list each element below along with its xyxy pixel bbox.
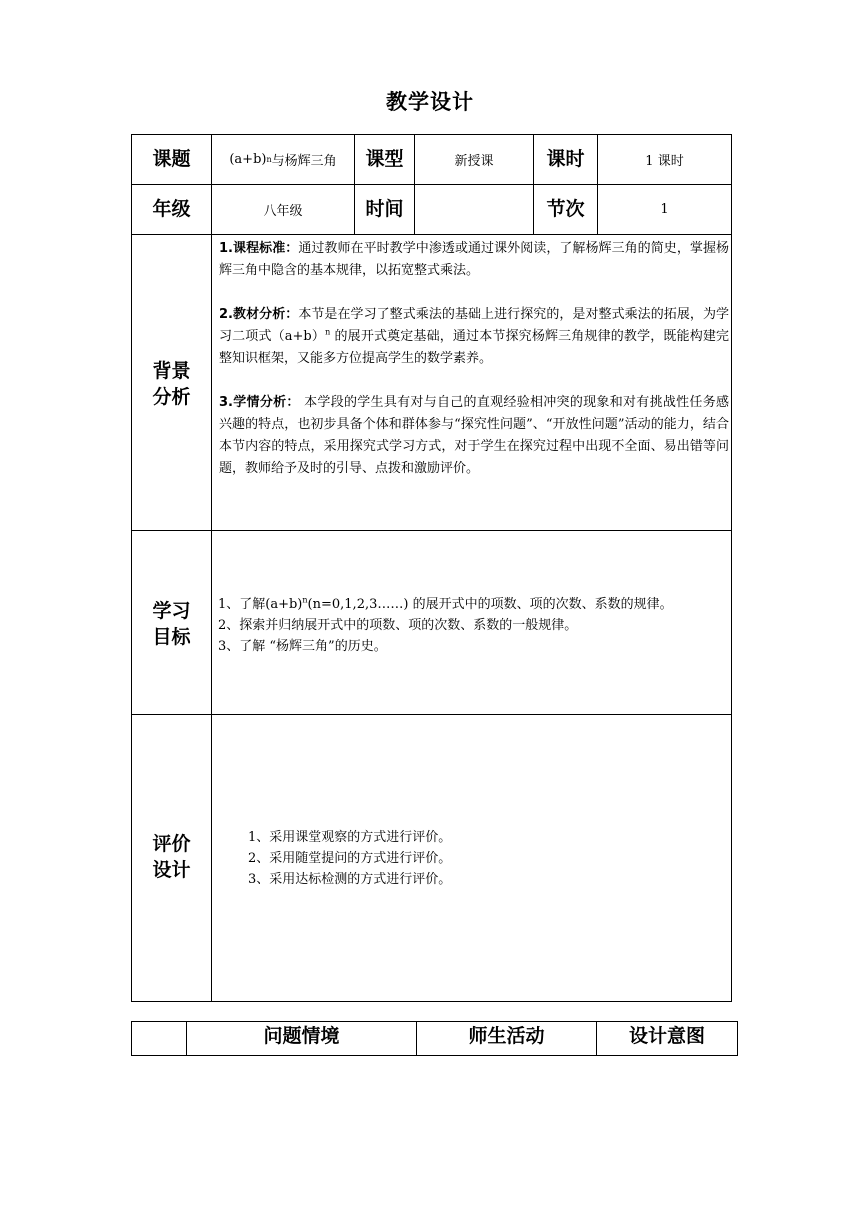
- learner-analysis-text: 本学段的学生具有对与自己的直观经验相冲突的现象和对有挑战性任务感兴趣的特点，也初步具备个体和群体参与“探究性问题”、“开放性问题”活动的能力，结合本节内容的特点，采用探究式学习方式，对于学生在探究过程中出现不全面、易出错等问题，教师给予及时的引导、点拨和激励评价。: [219, 395, 729, 476]
- curriculum-standard-paragraph: [219, 238, 729, 282]
- objectives-label-line-1: 学习: [152, 599, 191, 622]
- topic-value: (a+b) n 与杨辉三角: [229, 152, 337, 169]
- textbook-analysis-heading: 2.教材分析：: [219, 307, 299, 322]
- textbook-analysis-text-2: 的展开式奠定基础，通过本节探究杨辉三角规律的教学，既能构建完整知识框架，又能多方位提高学生的数学素养。: [219, 329, 730, 366]
- evaluation-item: 2、采用随堂提问的方式进行评价。: [248, 851, 452, 866]
- problem-context-header: 问题情境: [263, 1024, 340, 1047]
- learner-analysis-paragraph: [219, 392, 729, 480]
- class-hours-label: 课时: [546, 147, 585, 170]
- time-value: [415, 185, 533, 234]
- background-label-line-2: 分析: [152, 385, 191, 408]
- document-title: 教学设计: [386, 90, 474, 114]
- design-intent-header: 设计意图: [628, 1024, 705, 1047]
- topic-label: 课题: [152, 147, 191, 170]
- textbook-analysis-paragraph: [219, 304, 729, 370]
- grade-value: 八年级: [263, 204, 303, 219]
- learning-objectives-label: [132, 531, 211, 716]
- topic-prefix: (a+b): [229, 152, 267, 167]
- evaluation-design-list: [248, 827, 451, 890]
- objective-item: [218, 594, 673, 615]
- learning-objectives-list: [218, 594, 673, 657]
- objective-item: 3、了解 “杨辉三角”的历史。: [218, 639, 387, 654]
- objectives-label-line-2: 目标: [152, 625, 191, 648]
- section-label: 节次: [546, 197, 585, 220]
- curriculum-standard-text: 通过教师在平时教学中渗透或通过课外阅读，了解杨辉三角的简史，掌握杨辉三角中隐含的基本规律，以拓宽整式乘法。: [219, 241, 729, 278]
- evaluation-item: 1、采用课堂观察的方式进行评价。: [248, 830, 452, 845]
- class-hours-value: 1 课时: [645, 154, 684, 169]
- grade-label: 年级: [152, 197, 191, 220]
- teacher-student-activity-header: 师生活动: [468, 1024, 545, 1047]
- objective-item: 2、探索并归纳展开式中的项数、项的次数、系数的一般规律。: [218, 618, 578, 633]
- evaluation-item: 3、采用达标检测的方式进行评价。: [248, 872, 452, 887]
- evaluation-label-line-2: 设计: [152, 859, 191, 881]
- time-label: 时间: [365, 197, 404, 220]
- learner-analysis-heading: 3.学情分析：: [219, 395, 300, 410]
- evaluation-label-line-1: 评价: [152, 833, 191, 856]
- textbook-superscript: n: [325, 327, 331, 337]
- background-analysis-label: [132, 235, 211, 532]
- section-value: 1: [660, 202, 669, 217]
- textbook-analysis-text-1: 本节是在学习了整式乘法的基础上进行探究的，是对整式乘法的拓展，为学习二项式（a+b）: [219, 307, 729, 344]
- curriculum-standard-heading: 1.课程标准：: [219, 241, 299, 256]
- background-analysis-content: [219, 238, 729, 502]
- process-blank-header: [132, 1022, 186, 1051]
- background-label-line-1: 背景: [152, 359, 191, 382]
- objective-1-text-b: (n=0,1,2,3……) 的展开式中的项数、项的次数、系数的规律。: [307, 597, 673, 612]
- lesson-type-label: 课型: [365, 147, 404, 170]
- lesson-type-value: 新授课: [454, 154, 494, 169]
- objective-1-text-a: 1、了解(a+b): [218, 597, 303, 612]
- topic-suffix: 与杨辉三角: [271, 154, 337, 169]
- objective-1-superscript: n: [302, 595, 308, 605]
- evaluation-design-label: [132, 715, 211, 1001]
